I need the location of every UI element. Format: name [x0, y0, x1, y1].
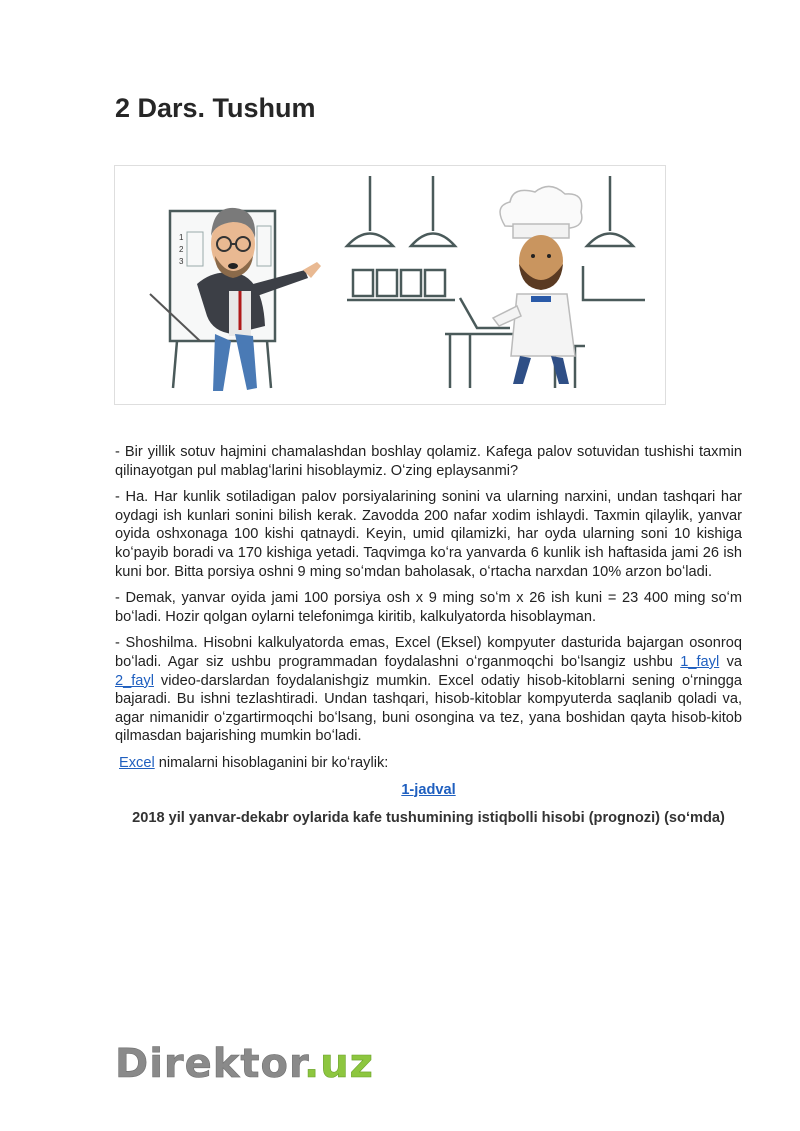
paragraph: - Ha. Har kunlik sotiladigan palov porsiyalarining sonini va ularning narxini, undan tashqari har oydagi ish kunlari sonini bilish kerak. Zavodda 200 nafar xodim ishlaydi. Taxmin qilaylik, yanvar oyida oshxonaga 100 kishi qatnaydi. Keyin, umid qilamizki, har oyda ularning soni 10 kishiga koʻpayib boradi va 170 kishiga yetadi. Taqvimga koʻra yanvarda 6 kunlik ish haftasida jami 26 ish kuni bor. Bitta porsiya oshni 9 ming soʻmdan baholasak, oʻrtacha narxdan 10% arzon boʻladi. — [115, 489, 742, 580]
chef-figure — [493, 186, 582, 384]
ceiling-lamps — [347, 176, 633, 246]
board-number: 3 — [179, 257, 184, 266]
paragraph-text: - Shoshilma. Hisobni kalkulyatorda emas, Excel (Eksel) kompyuter dasturida bajargan osonroq boʻladi. Agar siz ushbu programmadan foydalashni oʻrganmoqchi boʻlsangiz ushbu — [115, 635, 742, 670]
video-lesson-link-2[interactable]: 2_fayl — [115, 672, 154, 689]
table-reference — [115, 781, 742, 800]
lesson-illustration — [114, 165, 666, 405]
paragraph-text: va — [719, 653, 743, 670]
lesson-text — [115, 443, 742, 836]
board-number: 1 — [179, 233, 184, 242]
direktor-logo — [115, 1040, 375, 1084]
board-number: 2 — [179, 245, 184, 254]
paragraph-text: nimalarni hisoblaganini bir koʻraylik: — [154, 754, 389, 771]
paragraph-text: video-darslardan foydalanishgiz mumkin. Excel odatiy hisob-kitoblarni sening oʻrningga bajaradi. Bu ishni tezlashtiradi. Undan tashqari, hisob-kitoblar kompyuterda saqlanib qoladi va, agar nimanidir oʻzgartirmoqchi boʻlsang, buni osongina va tez, yana boshidan qayta hisob-kitob qilmasdan bajarishing mumkin boʻladi. — [115, 672, 742, 745]
paragraph — [115, 634, 742, 746]
teacher-and-chef-illustration — [115, 166, 665, 404]
page-title: 2 Dars. Tushum — [115, 93, 316, 123]
kitchen-shelf — [347, 270, 455, 300]
paragraph: - Bir yillik sotuv hajmini chamalashdan boshlay qolamiz. Kafega palov sotuvidan tushishi taxmin qilinayotgan pul mablagʻlarini hisoblaymiz. Oʻzing eplaysanmi? — [115, 444, 742, 479]
logo-text: Direktor.uz — [115, 1041, 374, 1084]
paragraph: - Demak, yanvar oyida jami 100 porsiya osh x 9 ming soʻm x 26 ish kuni = 23 400 ming soʻm boʻladi. Hozir qolgan oylarni telefonimga kiritib, kalkulyatorda hisoblayman. — [115, 590, 742, 625]
excel-link[interactable]: Excel — [119, 754, 155, 771]
table-title: 2018 yil yanvar-dekabr oylarida kafe tushumining istiqbolli hisobi (prognozi) (soʻmda) — [132, 810, 725, 827]
paragraph — [119, 754, 742, 773]
logo-icon — [115, 1040, 375, 1084]
video-lesson-link-1[interactable]: 1_fayl — [680, 653, 720, 670]
table-reference-link[interactable]: 1-jadval — [401, 781, 456, 798]
